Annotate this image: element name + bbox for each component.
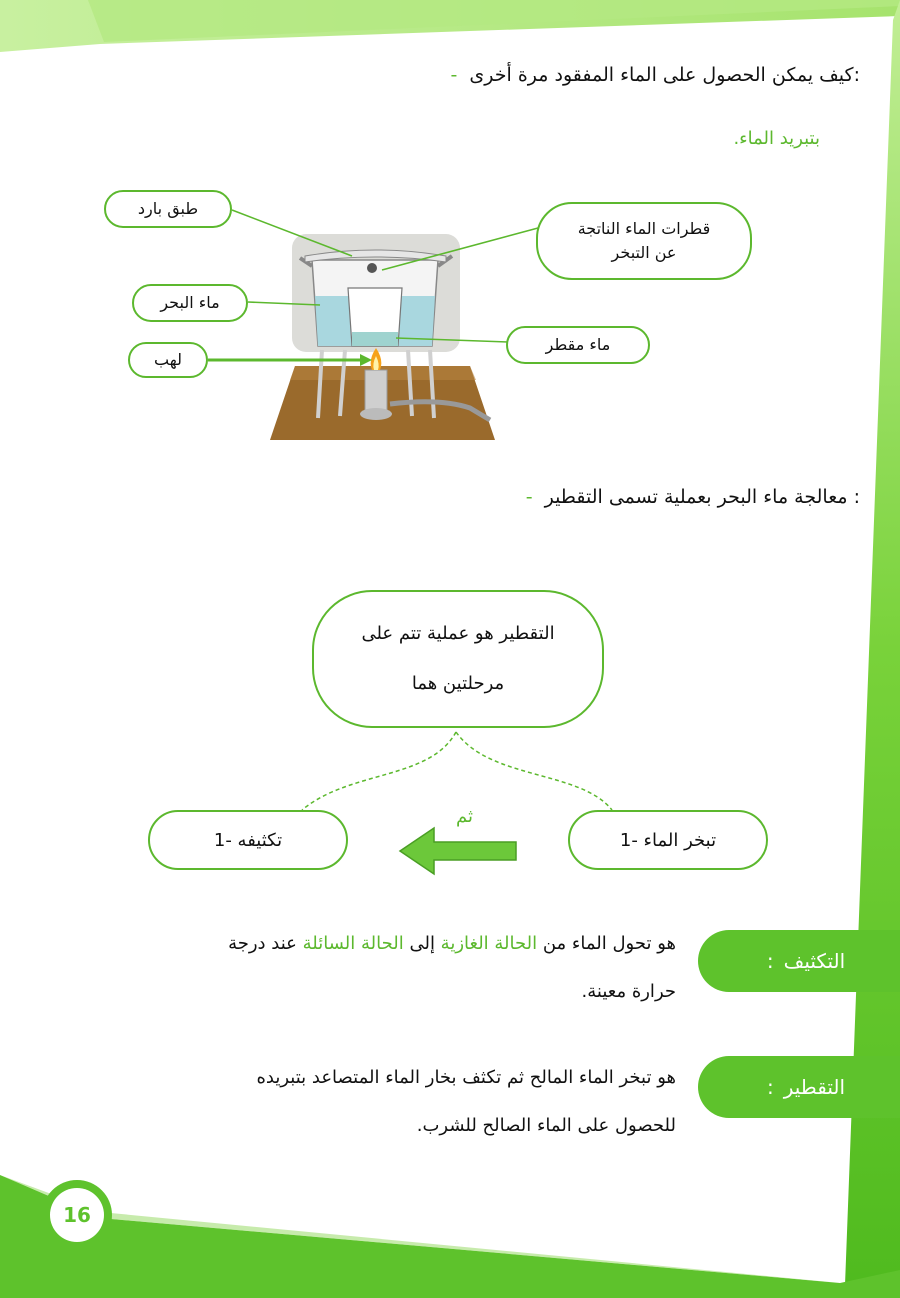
definition-condensation-line-2: حرارة معينة. xyxy=(581,981,676,1002)
definition-distillation-line-2: للحصول على الماء الصالح للشرب. xyxy=(416,1115,676,1136)
label-droplets-line-2: عن التبخر xyxy=(611,243,677,262)
definition-term-distillation-text: التقطير xyxy=(783,1075,846,1099)
question-2-colon: : xyxy=(853,486,860,508)
question-1 xyxy=(451,64,860,86)
concept-center xyxy=(312,590,604,728)
concept-center-line-1: التقطير هو عملية تتم على xyxy=(361,623,555,644)
burner-icon xyxy=(365,370,387,410)
definition-condensation-gas-state: الحالة الغازية xyxy=(440,933,538,954)
question-2 xyxy=(526,486,860,508)
definition-condensation-part-5: عند درجة xyxy=(228,933,303,954)
question-1-colon: : xyxy=(853,64,860,86)
question-1-dash: - xyxy=(450,64,458,86)
page-number-inner xyxy=(50,1188,104,1242)
definition-condensation-line-1 xyxy=(156,920,676,968)
definition-term-condensation-colon: : xyxy=(766,949,774,973)
definition-distillation-line-1: هو تبخر الماء المالح ثم تكثف بخار الماء المتصاعد بتبريده xyxy=(256,1067,676,1088)
definition-condensation xyxy=(156,920,676,1016)
label-droplets xyxy=(536,202,752,280)
arrow-label-then: ثم xyxy=(456,806,473,827)
label-flame: لهب xyxy=(128,342,208,378)
answer-1: بتبريد الماء. xyxy=(733,128,820,149)
then-arrow xyxy=(400,828,516,874)
label-droplets-line-1: قطرات الماء الناتجة xyxy=(577,219,711,238)
page-number-badge xyxy=(42,1180,112,1250)
definition-condensation-liquid-state: الحالة السائلة xyxy=(302,933,404,954)
concept-step-condensation: تكثيفه -1 xyxy=(148,810,348,870)
concept-map-connectors xyxy=(0,720,900,890)
label-sea-water: ماء البحر xyxy=(132,284,248,322)
definition-term-distillation xyxy=(698,1056,900,1118)
question-2-dash: - xyxy=(525,486,533,508)
definition-term-condensation xyxy=(698,930,900,992)
concept-center-line-2: مرحلتين هما xyxy=(411,673,505,694)
definition-condensation-part-1: هو تحول الماء من xyxy=(537,933,676,954)
definition-distillation xyxy=(156,1054,676,1150)
question-1-text: كيف يمكن الحصول على الماء المفقود مرة أخرى xyxy=(469,64,854,86)
page-number: 16 xyxy=(63,1203,91,1227)
question-2-text: معالجة ماء البحر بعملية تسمى التقطير xyxy=(544,486,848,508)
concept-step-evaporation: تبخر الماء -1 xyxy=(568,810,768,870)
label-cold-plate: طبق بارد xyxy=(104,190,232,228)
definition-term-distillation-colon: : xyxy=(766,1075,774,1099)
label-distilled-water: ماء مقطر xyxy=(506,326,650,364)
definition-condensation-part-3: إلى xyxy=(403,933,441,954)
definition-term-condensation-text: التكثيف xyxy=(783,949,846,973)
